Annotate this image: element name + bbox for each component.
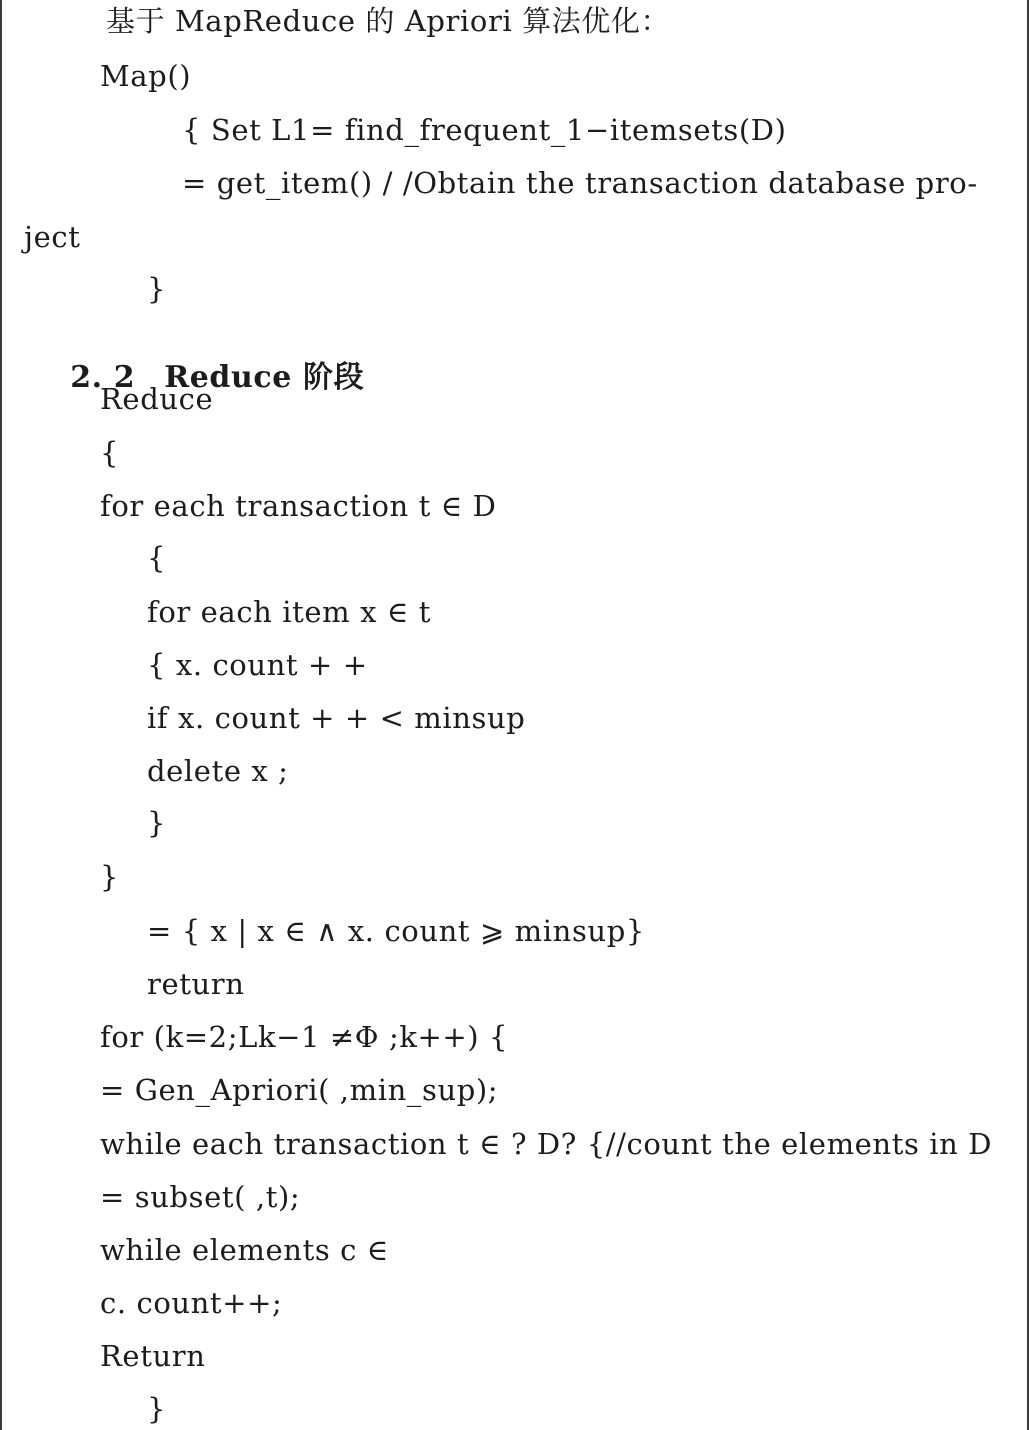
code-line-if-minsup: if x. count + + < minsup [147,701,526,735]
code-line-return: return [147,967,245,1001]
code-line-subset: = subset( ,t); [100,1180,301,1214]
code-line-reduce: Reduce [100,382,214,416]
code-line-return-cap: Return [100,1339,206,1373]
code-line-close-brace: } [147,806,167,840]
intro-line: 基于 MapReduce 的 Apriori 算法优化： [106,4,671,38]
code-line-ject: ject [24,220,81,254]
code-line-while-elements: while elements c ∈ [100,1233,389,1267]
code-line-gen-apriori: = Gen_Apriori( ,min_sup); [100,1073,499,1107]
code-line-open-brace: { [147,541,167,575]
section-title: Reduce 阶段 [164,360,365,395]
section-number: 2. 2 [70,360,136,395]
code-line-while-transaction: while each transaction t ∈ ? D? {//count the elements in D [100,1127,993,1161]
code-line-for-transaction: for each transaction t ∈ D [100,489,497,523]
code-line-delete: delete x ; [147,754,289,788]
code-line-for-k: for (k=2;Lk−1 ≠Φ ;k++) { [100,1020,509,1054]
code-line-map: Map() [100,59,192,93]
code-line-get-item: = get_item() / /Obtain the transaction database pro- [182,166,978,200]
code-line-open-brace: { [100,436,120,470]
code-line-set-l1: { Set L1= find_frequent_1−itemsets(D) [182,113,787,147]
code-line-c-count: c. count++; [100,1286,283,1320]
code-line-count-increment: { x. count + + [147,648,368,682]
code-line-for-item: for each item x ∈ t [147,595,431,629]
code-line-close-brace: } [100,860,120,894]
code-line-close-brace: } [147,1392,167,1426]
code-line-close-brace: } [147,272,167,306]
code-line-set-builder: = { x | x ∈ ∧ x. count ⩾ minsup} [147,914,645,948]
